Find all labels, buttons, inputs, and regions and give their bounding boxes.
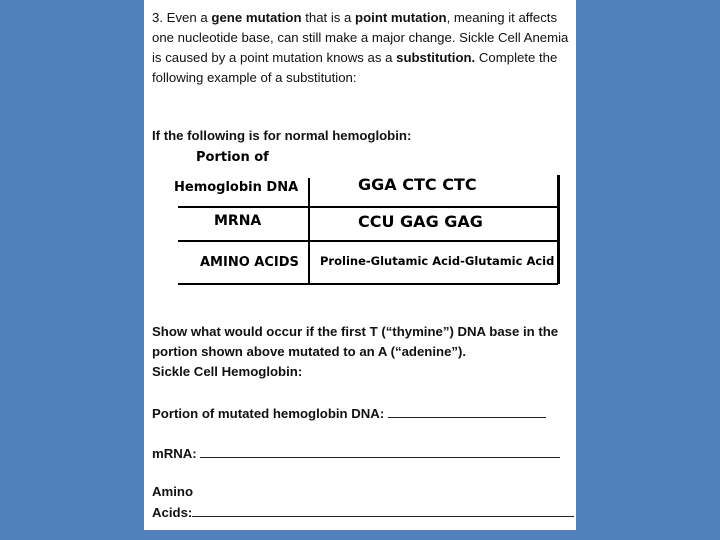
question-text: Even a [166, 10, 212, 25]
mutated-dna-row [152, 403, 546, 424]
mrna-row [152, 443, 560, 464]
row3-value: Proline-Glutamic Acid-Glutamic Acid [320, 254, 555, 268]
worksheet-page [144, 0, 576, 530]
table-rule [178, 240, 558, 242]
amino-acids-row [152, 502, 574, 523]
table-rule [178, 283, 558, 285]
normal-hemoglobin-label: If the following is for normal hemoglobin: [152, 128, 412, 143]
question-text: , meaning it affects one nucleotide base, can still make a major change. Sickle Cell Anemia is caused by a point mutation knows as a [152, 10, 569, 65]
table-right-border [557, 175, 560, 284]
mrna-label: mRNA: [152, 446, 197, 461]
amino-acids-label: Acids: [152, 505, 193, 520]
term-point-mutation: point mutation [355, 10, 447, 25]
row3-label: AMINO ACIDS [200, 255, 299, 270]
mutated-dna-blank[interactable] [388, 403, 546, 418]
mutation-instruction: Show what would occur if the first T (“thymine”) DNA base in the portion shown above mutated to an A (“adenine”). [152, 324, 559, 359]
row1-value: GGA CTC CTC [358, 175, 477, 194]
amino-acids-blank[interactable] [192, 502, 574, 517]
amino-acids-label-line1: Amino [152, 484, 194, 499]
row2-value: CCU GAG GAG [358, 212, 483, 231]
question-3-paragraph [152, 8, 570, 88]
question-number: 3. [152, 10, 163, 25]
mutated-dna-label: Portion of mutated hemoglobin DNA: [152, 406, 385, 421]
table-divider [308, 178, 310, 284]
row1-label-line1: Portion of [196, 150, 269, 165]
table-rule [178, 206, 560, 208]
sickle-cell-label: Sickle Cell Hemoglobin: [152, 364, 303, 379]
question-text: Complete the following example of a substitution: [152, 50, 558, 85]
row2-label: MRNA [214, 213, 262, 229]
term-substitution: substitution. [396, 50, 476, 65]
row1-label-line2: Hemoglobin DNA [174, 180, 299, 195]
term-gene-mutation: gene mutation [211, 10, 302, 25]
mrna-blank[interactable] [200, 443, 560, 458]
question-text: that is a [301, 10, 356, 25]
